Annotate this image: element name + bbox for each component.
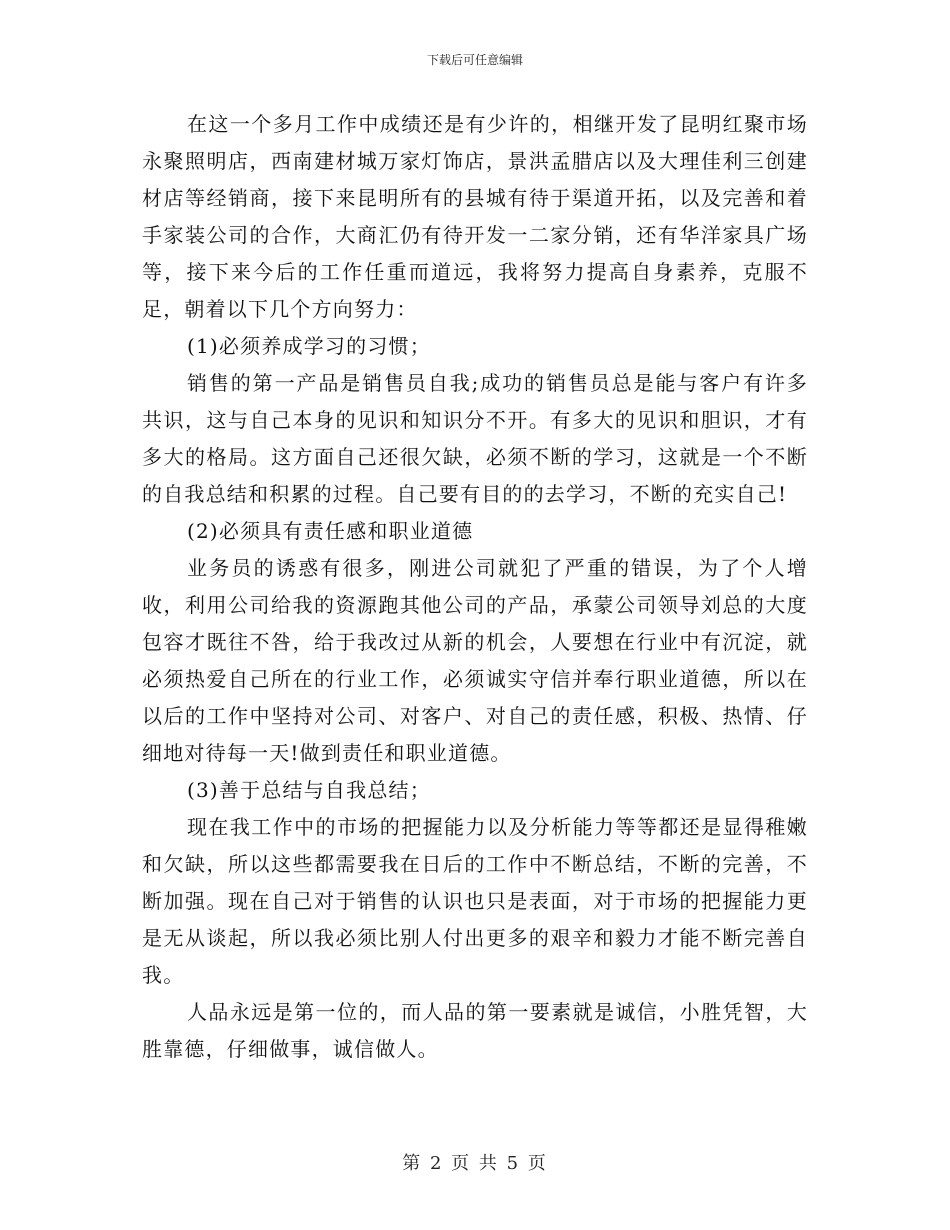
document-body bbox=[142, 106, 808, 1068]
page-header: 下载后可任意编辑 bbox=[426, 53, 523, 67]
paragraph-achievements: 在这一个多月工作中成绩还是有少许的，相继开发了昆明红聚市场永聚照明店，西南建材城万家灯饰店，景洪孟腊店以及大理佳利三创建材店等经销商，接下来昆明所有的县城有待于渠道开拓，以及完善和着手家装公司的合作，大商汇仍有待开发一二家分销，还有华洋家具广场等，接下来今后的工作任重而道远，我将努力提高自身素养，克服不足，朝着以下几个方向努力： bbox=[142, 112, 808, 321]
paragraph-responsibility: 业务员的诱惑有很多，刚进公司就犯了严重的错误，为了个人增收，利用公司给我的资源跑其他公司的产品，承蒙公司领导刘总的大度包容才既往不咎，给于我改过从新的机会，人要想在行业中有沉淀，就必须热爱自己所在的行业工作，必须诚实守信并奉行职业道德，所以在以后的工作中坚持对公司、对客户、对自己的责任感，积极、热情、仔细地对待每一天!做到责任和职业道德。 bbox=[142, 556, 808, 765]
paragraph-learning: 销售的第一产品是销售员自我;成功的销售员总是能与客户有许多共识，这与自己本身的见识和知识分不开。有多大的见识和胆识，才有多大的格局。这方面自己还很欠缺，必须不断的学习，这就是一个不断的自我总结和积累的过程。自己要有目的的去学习，不断的充实自己! bbox=[142, 371, 808, 506]
page-number-footer: 第 2 页 共 5 页 bbox=[402, 1153, 548, 1174]
paragraph-summarize: 现在我工作中的市场的把握能力以及分析能力等等都还是显得稚嫩和欠缺，所以这些都需要我在日后的工作中不断总结，不断的完善，不断加强。现在自己对于销售的认识也只是表面，对于市场的把握能力更是无从谈起，所以我必须比别人付出更多的艰辛和毅力才能不断完善自我。 bbox=[142, 815, 808, 987]
heading-responsibility: (2)必须具有责任感和职业道德 bbox=[187, 519, 474, 543]
paragraph-integrity: 人品永远是第一位的，而人品的第一要素就是诚信，小胜凭智，大胜靠德，仔细做事，诚信做人。 bbox=[142, 1000, 808, 1061]
heading-learning-habit: (1)必须养成学习的习惯； bbox=[187, 334, 431, 358]
heading-summarize: (3)善于总结与自我总结； bbox=[187, 778, 431, 802]
